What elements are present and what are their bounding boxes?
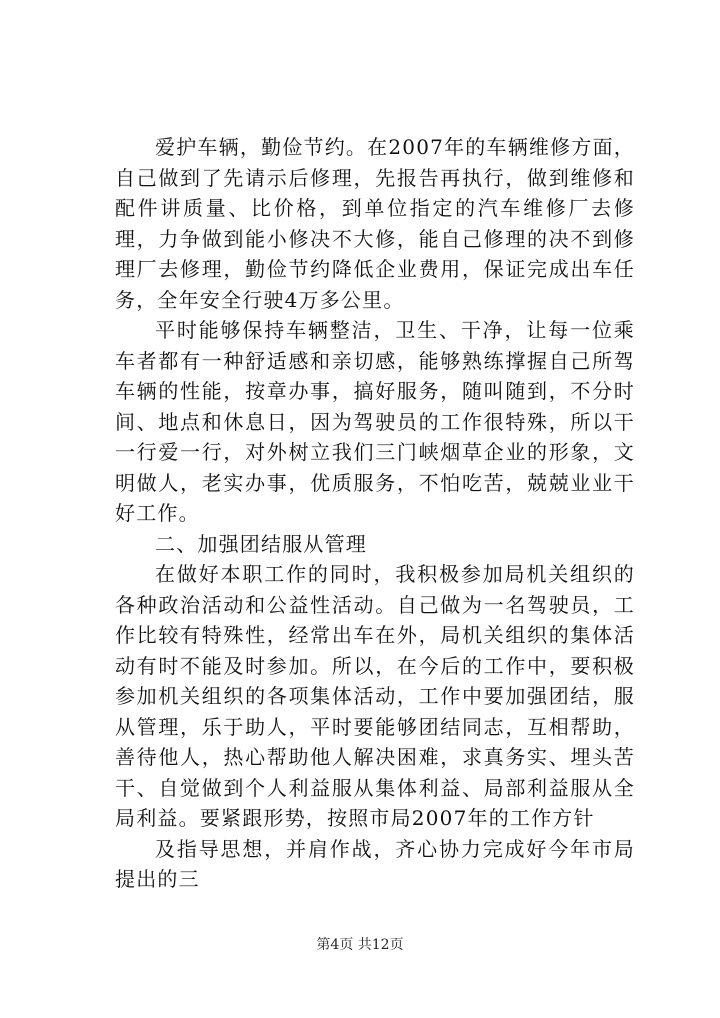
- page-number-footer: 第4页 共12页: [316, 937, 404, 953]
- document-body: [115, 132, 635, 895]
- paragraph-vehicle-maintenance: 爱护车辆，勤俭节约。在2007年的车辆维修方面，自己做到了先请示后修理，先报告再执行，做到维修和配件讲质量、比价格，到单位指定的汽车维修厂去修理，力争做到能小修决不大修，能自己修理的决不到修理厂去修理，勤俭节约降低企业费用，保证完成出车任务，全年安全行驶4万多公里。: [115, 135, 635, 312]
- paragraph-guiding-thought: 及指导思想，并肩作战，齐心协力完成好今年市局提出的三: [115, 836, 635, 891]
- section-heading-unity: 二、加强团结服从管理: [155, 531, 367, 556]
- paragraph-unity-management: 在做好本职工作的同时，我积极参加局机关组织的各种政治活动和公益性活动。自己做为一名驾驶员，工作比较有特殊性，经常出车在外，局机关组织的集体活动有时不能及时参加。所以，在今后的工作中，要积极参加机关组织的各项集体活动，工作中要加强团结，服从管理，乐于助人，平时要能够团结同志，互相帮助，善待他人，热心帮助他人解决困难，求真务实、埋头苦干、自觉做到个人利益服从集体利益、局部利益服从全局利益。要紧跟形势，按照市局2007年的工作方针: [115, 562, 635, 830]
- paragraph-service-attitude: 平时能够保持车辆整洁，卫生、干净，让每一位乘车者都有一种舒适感和亲切感，能够熟练撑握自己所驾车辆的性能，按章办事，搞好服务，随叫随到，不分时间、地点和休息日，因为驾驶员的工作很特殊，所以干一行爱一行，对外树立我们三门峡烟草企业的形象，文明做人，老实办事，优质服务，不怕吃苦，兢兢业业干好工作。: [115, 318, 635, 525]
